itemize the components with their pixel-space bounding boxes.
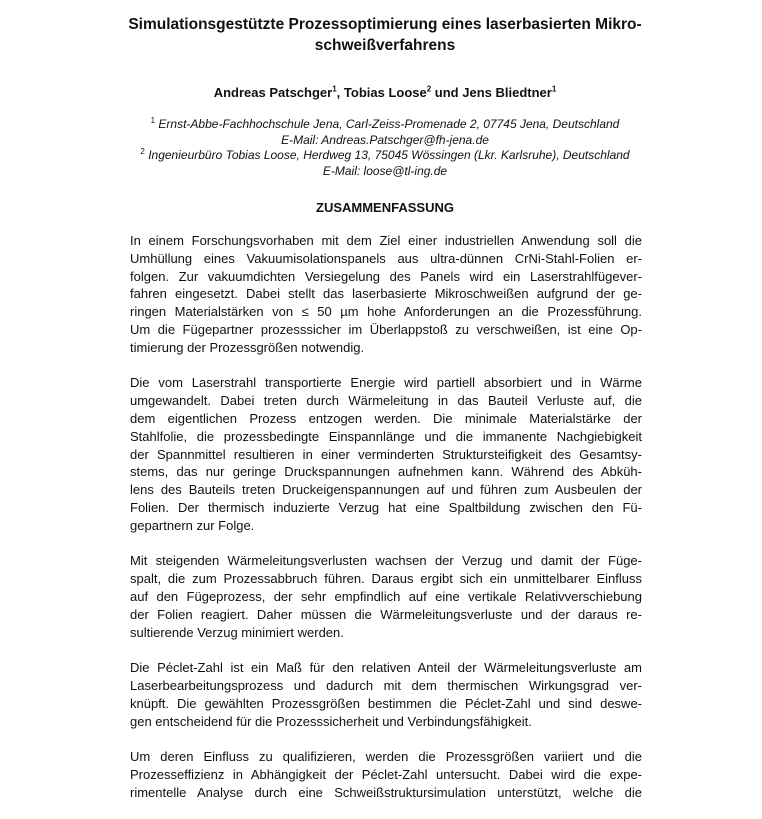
text-line: spalt, die zum Prozessabbruch führen. Daraus ergibt sich ein unmittelbarer Einfluss [130,571,642,587]
email-text: E-Mail: Andreas.Patschger@fh-jena.de [281,132,489,147]
text-line: sultierende Verzug minimiert werden. [130,624,344,640]
author-list [100,85,670,101]
section-heading: ZUSAMMENFASSUNG [316,200,454,215]
text-line: knüpft. Die gewählten Prozessgrößen bestimmen die Péclet-Zahl und sind deswe- [130,695,642,711]
text-line: In einem Forschungsvorhaben mit dem Ziel einer industriellen Anwendung soll die [130,233,642,248]
text-line: Die vom Laserstrahl transportierte Energie wird partiell absorbiert und in Wärme [130,375,642,391]
affiliation-email [90,133,680,149]
affiliation-text: Ernst-Abbe-Fachhochschule Jena, Carl-Zeiss-Promenade 2, 07745 Jena, Deutschland [155,117,620,131]
affiliations [90,117,680,180]
affiliation-marker: 1 [150,116,156,125]
text-line: Umhüllung eines Vakuumisolationspanels aus ultra-dünnen CrNi-Stahl-Folien er- [130,250,642,266]
affiliation-line [90,117,680,133]
abstract-paragraph [130,748,642,801]
author-name: Tobias Loose [343,85,427,100]
abstract-body [130,232,642,819]
affiliation-line [90,148,680,164]
text-line: rimentelle Analyse durch eine Schweißstruktursimulation unterstützt, welche die [130,784,642,800]
text-line: Prozesseffizienz in Abhängigkeit der Péclet-Zahl untersucht. Dabei wird die expe- [130,766,642,782]
affiliation-marker: 1 [551,84,557,94]
affiliation-marker: 1 [332,84,337,94]
abstract-paragraph [130,374,642,534]
paper-title [100,14,670,56]
text-line: Laserbearbeitungsprozess und dadurch mit dem thermischen Wirkungsgrad ver- [130,677,642,693]
text-line: stems, das nur geringe Druckspannungen aufnehmen kann. Während des Abküh- [130,464,642,480]
author-separator: , [336,85,344,100]
affiliation-marker: 2 [140,147,145,157]
text-line: Um deren Einfluss zu qualifizieren, werden die Prozessgrößen variiert und die [130,749,642,765]
text-line: Die Péclet-Zahl ist ein Maß für den relativen Anteil der Wärmeleitungsverluste am [130,660,642,676]
text-line: der Spannmittel resultieren in einer verminderten Struktursteifigkeit des Gesamtsy- [130,446,642,462]
abstract-paragraph [130,659,642,730]
text-line: der Folien reagiert. Daher müssen die Wärmeleitungsverluste und der daraus re- [130,606,642,622]
author-separator: und [431,85,463,100]
text-line: timierung der Prozessgrößen notwendig. [130,339,365,355]
author-name: Jens Bliedtner [462,85,552,100]
email-text: E-Mail: loose@tl-ing.de [322,164,448,179]
text-line: dem eigentlichen Prozess entzogen werden. Die minimale Materialstärke der [130,410,642,426]
text-line: gen entscheidend für die Prozesssicherheit und Verbindungsfähigkeit. [130,713,532,729]
text-line: Stahlfolie, die prozessbedingte Einspannlänge und die immanente Nachgiebigkeit [130,428,642,444]
text-line: ringen Materialstärken von ≤ 50 µm hohe Anforderungen an die Prozessführung. [130,304,642,320]
author-name: Andreas Patschger [213,85,333,100]
text-line: fahren eingesetzt. Dabei stellt das laserbasierte Mikroschweißen aufgrund der ge- [130,286,642,302]
text-line: lens des Bauteils treten Druckeigenspannungen auf und führen zum Ausbeulen der [130,482,642,498]
abstract-paragraph [130,552,642,641]
text-line: Folien. Der thermisch induzierte Verzug hat eine Spaltbildung zwischen den Fü- [130,499,642,515]
title-line-2: schweißverfahrens [314,37,456,54]
text-line: umgewandelt. Dabei treten durch Wärmeleitung in das Bauteil Verluste auf, die [130,393,642,409]
text-line: auf den Fügeprozess, der sehr empfindlich auf eine vertikale Relativverschiebung [130,588,642,604]
affiliation-email [90,164,680,180]
title-line-1: Simulationsgestützte Prozessoptimierung eines laserbasierten Mikro- [128,16,642,33]
affiliation-text: Ingenieurbüro Tobias Loose, Herdweg 13, 75045 Wössingen (Lkr. Karlsruhe), Deutschland [144,148,630,163]
text-line: Um die Fügepartner prozesssicher im Überlappstoß zu verschweißen, ist eine Op- [130,321,642,337]
text-line: gepartnern zur Folge. [130,517,255,533]
affiliation-marker: 2 [426,84,432,94]
abstract-paragraph [130,232,642,357]
text-line: Mit steigenden Wärmeleitungsverlusten wachsen der Verzug und damit der Füge- [130,553,642,569]
text-line: folgen. Zur vakuumdichten Versiegelung des Panels wird ein Laserstrahlfügever- [130,268,642,284]
